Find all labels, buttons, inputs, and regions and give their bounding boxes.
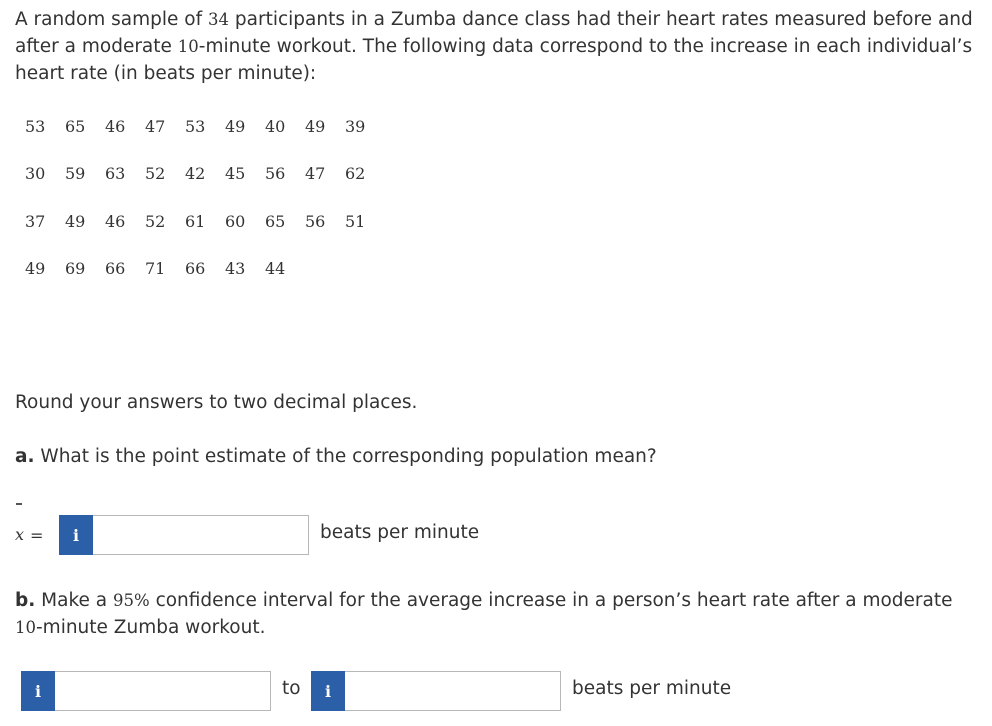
data-value: 49 <box>305 117 326 136</box>
part-b-text-2: confidence interval for the average increase in a person’s heart rate after a moderate <box>149 590 953 611</box>
data-row-2 <box>25 164 385 186</box>
data-value: 69 <box>65 259 86 278</box>
to-label: to <box>282 678 301 699</box>
data-value: 61 <box>185 212 206 231</box>
part-b-question <box>15 587 975 641</box>
data-value: 71 <box>145 259 166 278</box>
data-value: 46 <box>105 212 126 231</box>
part-b-text-1: Make a <box>35 590 113 611</box>
data-value: 53 <box>25 117 46 136</box>
ci-upper-input[interactable] <box>345 671 561 711</box>
data-value: 39 <box>345 117 366 136</box>
data-value: 44 <box>265 259 286 278</box>
data-value: 53 <box>185 117 206 136</box>
intro-text-1: A random sample of <box>15 9 209 30</box>
info-icon[interactable]: i <box>311 671 345 711</box>
data-value: 42 <box>185 164 206 183</box>
data-row-4 <box>25 259 305 281</box>
data-value: 49 <box>225 117 246 136</box>
data-value: 47 <box>305 164 326 183</box>
mean-answer-input[interactable] <box>93 515 309 555</box>
data-value: 49 <box>65 212 86 231</box>
data-value: 56 <box>265 164 286 183</box>
info-icon[interactable]: i <box>21 671 55 711</box>
question-intro <box>15 6 975 87</box>
info-icon[interactable]: i <box>59 515 93 555</box>
data-value: 66 <box>185 259 206 278</box>
data-value: 52 <box>145 212 166 231</box>
mean-unit-label: beats per minute <box>320 522 480 543</box>
data-value: 63 <box>105 164 126 183</box>
data-value: 47 <box>145 117 166 136</box>
data-row-3 <box>25 212 385 234</box>
part-b-label: b. <box>15 590 36 611</box>
xbar-symbol: x <box>15 525 25 544</box>
data-row-1 <box>25 117 385 139</box>
workout-minutes: 10 <box>177 37 199 56</box>
data-value: 49 <box>25 259 46 278</box>
data-value: 45 <box>225 164 246 183</box>
data-value: 56 <box>305 212 326 231</box>
data-value: 51 <box>345 212 366 231</box>
data-value: 60 <box>225 212 246 231</box>
part-b-text-3: -minute Zumba workout. <box>36 617 266 638</box>
data-value: 30 <box>25 164 46 183</box>
data-value: 59 <box>65 164 86 183</box>
data-value: 43 <box>225 259 246 278</box>
sample-size: 34 <box>208 10 230 29</box>
data-value: 65 <box>265 212 286 231</box>
data-value: 40 <box>265 117 286 136</box>
ci-unit-label: beats per minute <box>572 678 732 699</box>
part-a-label: a. <box>15 446 35 467</box>
confidence-level: 95% <box>113 591 150 610</box>
part-a-text: What is the point estimate of the corresponding population mean? <box>34 446 657 467</box>
data-value: 65 <box>65 117 86 136</box>
data-value: 66 <box>105 259 126 278</box>
part-a-question <box>15 443 657 470</box>
workout-minutes-b: 10 <box>15 618 36 637</box>
xbar-overline <box>16 503 22 505</box>
data-value: 62 <box>345 164 366 183</box>
rounding-instruction: Round your answers to two decimal places. <box>15 392 418 413</box>
data-value: 52 <box>145 164 166 183</box>
data-value: 46 <box>105 117 126 136</box>
intro-text-3: -minute workout. The following data correspond to the increase in each individual’s heart rate (in beats per minute): <box>15 36 973 84</box>
ci-lower-input[interactable] <box>55 671 271 711</box>
intro-text-2: participants in a Zumba dance class had their heart rates measured before and after a moderate <box>15 9 973 57</box>
data-value: 37 <box>25 212 46 231</box>
equals-sign: = <box>30 526 44 545</box>
